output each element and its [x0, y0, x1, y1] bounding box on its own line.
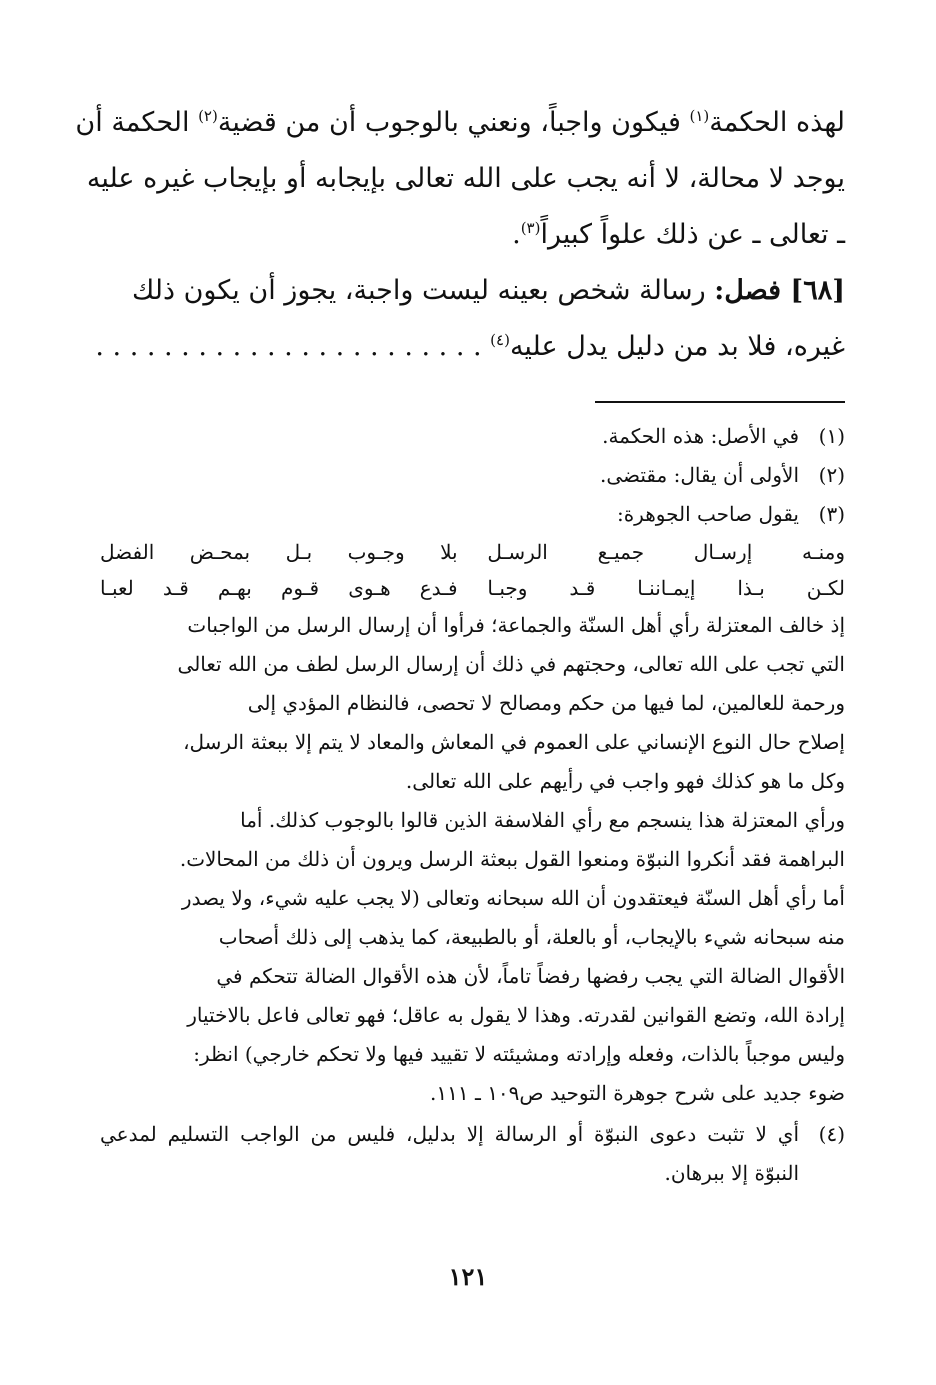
- footnote-ref-2[interactable]: (٢): [198, 107, 218, 125]
- verse-hemistich: بلا وجـوب بـل بمحـض الفضل: [100, 540, 458, 564]
- footnote-line: إصلاح حال النوع الإنساني على العموم في المعاش والمعاد لا يتم إلا ببعثة الرسل،: [183, 730, 845, 754]
- footnote-line: ضوء جديد على شرح جوهرة التوحيد ص١٠٩ ـ ١١١.: [430, 1081, 845, 1105]
- footnote-4: [100, 1115, 845, 1193]
- footnote-line: [100, 1115, 845, 1154]
- footnote-text: في الأصل: هذه الحكمة.: [602, 424, 799, 448]
- footnote-line: إرادة الله، وتضع القوانين لقدرته. وهذا لا يقول به عاقل؛ فهو تعالى فاعل بالاختيار: [187, 1003, 845, 1027]
- footnote-line: إذ خالف المعتزلة رأي أهل السنّة والجماعة؛ فرأوا أن إرسال الرسل من الواجبات: [187, 613, 845, 637]
- footnote-text: يقول صاحب الجوهرة:: [616, 502, 799, 526]
- main-line-2: يوجد لا محالة، لا أنه يجب على الله تعالى بإيجابه أو بإيجاب غيره عليه: [86, 163, 845, 194]
- footnote-line: الأقوال الضالة التي يجب رفضها رفضاً تاماً، لأن هذه الأقوال الضالة تتحكم في: [216, 964, 845, 988]
- footnote-line: النبوّة إلا ببرهان.: [664, 1161, 799, 1185]
- verse-hemistich: لكـن بـذا إيمـاننـا قـد وجبـا: [487, 576, 845, 600]
- footnote-text: الأولى أن يقال: مقتضى.: [600, 463, 799, 487]
- page-content: [75, 95, 845, 1193]
- footnotes: [100, 417, 845, 1193]
- footnote-2: [100, 456, 845, 495]
- footnote-number: (٢): [818, 463, 845, 487]
- footnote-3-paragraph-1: [100, 606, 845, 801]
- footnote-separator: [595, 401, 845, 403]
- footnote-3-paragraph-3: [100, 879, 845, 1113]
- main-line-3: ـ تعالى ـ عن ذلك علواً كبيراً$^{(٣)}$.: [512, 219, 845, 250]
- footnote-ref-4[interactable]: (٤): [490, 331, 510, 349]
- poem-verse-1: [100, 534, 845, 570]
- footnote-line: أما رأي أهل السنّة فيعتقدون أن الله سبحانه وتعالى (لا يجب عليه شيء، ولا يصدر: [181, 886, 845, 910]
- main-line-1: لهذه الحكمة$^{(١)}$ فيكون واجباً، ونعني بالوجوب أن من قضية$^{(٢)}$ الحكمة أن: [75, 107, 845, 138]
- footnote-number: (٤): [818, 1122, 845, 1146]
- main-line-5: غيره، فلا بد من دليل يدل عليه$^{(٤)}$ . . . . . . . . . . . . . . . . . . . . . . .: [95, 331, 845, 362]
- footnote-number: (٣): [818, 502, 845, 526]
- footnote-ref-3[interactable]: (٣): [520, 219, 541, 237]
- footnote-ref-1[interactable]: (١): [689, 107, 710, 125]
- footnote-3: [100, 495, 845, 534]
- footnote-line: منه سبحانه شيء بالإيجاب، أو بالعلة، أو بالطبيعة، كما يذهب إلى ذلك أصحاب: [218, 925, 845, 949]
- footnote-text: أي لا تثبت دعوى النبوّة أو الرسالة إلا بدليل، فليس من الواجب التسليم لمدعي: [100, 1122, 799, 1146]
- footnote-line: ورحمة للعالمين، لما فيها من حكم ومصالح لا تحصى، فالنظام المؤدي إلى: [247, 691, 845, 715]
- main-text: [75, 95, 845, 375]
- main-line-4: [٦٨] فصل: رسالة شخص بعينه ليست واجبة، يجوز أن يكون ذلك: [132, 275, 845, 306]
- page-number: ١٢١: [448, 1262, 488, 1291]
- footnote-line: ورأي المعتزلة هذا ينسجم مع رأي الفلاسفة الذين قالوا بالوجوب كذلك. أما: [240, 808, 845, 832]
- verse-hemistich: ومنـه إرسـال جميـع الرسـل: [487, 540, 845, 564]
- footnote-line: التي تجب على الله تعالى، وحجتهم في ذلك أن إرسال الرسل لطف من الله تعالى: [177, 652, 845, 676]
- verse-hemistich: فـدع هـوى قـوم بهـم قـد لعبـا: [100, 576, 458, 600]
- footnote-line: وكل ما هو كذلك فهو واجب في رأيهم على الله تعالى.: [405, 769, 845, 793]
- section-heading: فصل:: [714, 275, 791, 306]
- footnote-3-paragraph-2: [100, 801, 845, 879]
- poem-verse-2: [100, 570, 845, 606]
- section-number: [٦٨]: [790, 275, 845, 306]
- footnote-line: وليس موجباً بالذات، وفعله وإرادته ومشيئته لا تقييد فيها ولا تحكم خارجي) انظر:: [193, 1042, 845, 1066]
- footnote-1: [100, 417, 845, 456]
- footnote-line: البراهمة فقد أنكروا النبوّة ومنعوا القول ببعثة الرسل ويرون أن ذلك من المحالات.: [179, 847, 845, 871]
- footnote-number: (١): [818, 424, 845, 448]
